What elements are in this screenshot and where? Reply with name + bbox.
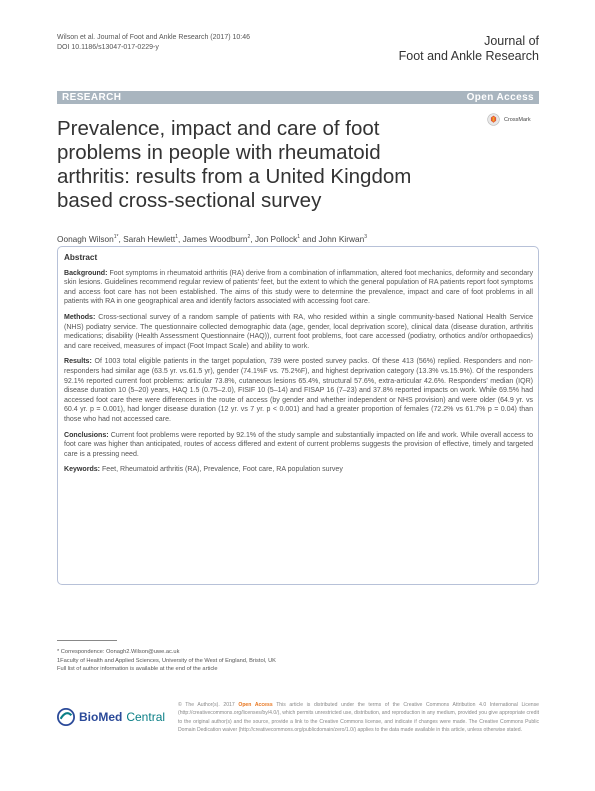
journal-name-line1: Journal of	[484, 34, 539, 48]
license-text: This article is distributed under the terms of the Creative Commons Attribution 4.0 International License (http://creativecommons.org/licenses/by/4.0/), which permits unrestricted use, distribution, and reproduction in any medium, provided you give appropriate credit to the original author(s) and the source, provide a link to the Creative Commons license, and indicate if changes were made. The Creative Commons Public Domain Dedication waiver (http://creativecommons.org/publicdomain/zero/1.0/) applies to the data made available in this article, unless otherwise stated.	[178, 702, 539, 734]
copyright-text: © The Author(s). 2017	[178, 702, 239, 708]
keywords-label: Keywords:	[64, 466, 101, 474]
background-label: Background:	[64, 269, 108, 277]
biomed-text: BioMed	[79, 710, 123, 724]
open-access-label: Open Access	[466, 92, 534, 103]
methods-label: Methods:	[64, 313, 96, 321]
results-text: Of 1003 total eligible patients in the target population, 739 were posted survey packs. Of these 413 (56%) replied. Responders and non-responders had similar age (63.5 yr. vs.61.5 yr), gender (74.1%F vs. 75.2%F), and highest deprivation category (13.3% vs.15.9%). Of the responders 92.1% reported current foot problems: articular 73.8%, cutaneous lesions 65.4%, structural 57.6%, extra-articular 42.6%. Responders' median (IQR) disease duration 10 (5–20) years, HAQ 1.5 (0.75–2.0), FISIF 10 (5–14) and FISAP 16 (7–23) and 37.8% reported impacts on work. While 69.5% had accessed foot care there were differences in the route of access (by gender and whether independent or NHS provision) and were older (64.9 yr. vs 60.4 yr. p = 0.001), had longer disease duration (12 yr. vs 7 yr. p < 0.001) and had a greater proportion of females (72.2% vs 61.7% p = 0.04) than those who had not accessed care.	[64, 358, 533, 423]
crossmark-label: CrossMark	[504, 116, 531, 123]
biomed-central-icon	[57, 708, 75, 726]
conclusions-label: Conclusions:	[64, 431, 109, 439]
abstract-keywords	[64, 465, 533, 475]
central-text: Central	[126, 710, 166, 724]
author-list: Oonagh Wilson$^{1*}$, Sarah Hewlett$^1$, James Woodburn$^2$, Jon Pollock$^1$ and John Kirwan$^3$	[57, 234, 367, 244]
conclusions-text: Current foot problems were reported by 92.1% of the study sample and substantially impacted on life and work. While overall access to foot care was higher than anticipated, routes of access differed and extent of current problems suggests the provision of effective, timely and targeted care is a pressing need.	[64, 431, 533, 458]
abstract-conclusions	[64, 431, 533, 460]
affiliation-footnote: 1Faculty of Health and Applied Sciences, University of the West of England, Bristol, UK	[57, 657, 276, 664]
footnote-divider	[57, 640, 117, 641]
citation-line: Wilson et al. Journal of Foot and Ankle Research (2017) 10:46	[57, 34, 250, 41]
author-info-footnote: Full list of author information is available at the end of the article	[57, 666, 218, 672]
background-text: Foot symptoms in rheumatoid arthritis (RA) derive from a combination of inflammation, altered foot mechanics, deformity and secondary skin lesions. Guidelines recommend regular review of patients' feet, but the extent to which the general population of RA patients report foot symptoms and access foot care has not been established. The aims of this study were to determine the prevalence, impact and care of foot problems in all patients with RA in one geographical area and identify factors associated with accessing foot care.	[64, 269, 533, 306]
crossmark-badge[interactable]	[487, 113, 531, 126]
abstract-box	[57, 246, 539, 585]
results-label: Results:	[64, 358, 92, 366]
correspondence-footnote[interactable]: * Correspondence: Oonagh2.Wilson@uwe.ac.uk	[57, 649, 180, 655]
doi-line[interactable]: DOI 10.1186/s13047-017-0229-y	[57, 44, 159, 51]
biomed-central-logo	[57, 708, 165, 726]
article-title: Prevalence, impact and care of foot problems in people with rheumatoid arthritis: results from a United Kingdom based cross-sectional survey	[57, 117, 412, 212]
license-statement	[178, 701, 539, 735]
running-header	[57, 33, 250, 53]
methods-text: Cross-sectional survey of a random sample of patients with RA, who resided within a single community-based National Health Service (NHS) podiatry service. The questionnaire collected demographic data (age, gender, local deprivation score), clinical data (disease duration, arthritis medications; disability (Health Assessment Questionnaire (HAQ)), current foot problems, foot care accessed (podiatry, orthotics and/or orthopaedics) and care received, measures of impact (Foot Impact Scale) and ability to work.	[64, 313, 533, 350]
abstract-results	[64, 357, 533, 424]
article-type-band	[57, 91, 539, 104]
license-open-access: Open Access	[238, 702, 273, 708]
abstract-heading: Abstract	[64, 253, 98, 262]
journal-name-line2: Foot and Ankle Research	[398, 49, 539, 63]
abstract-methods	[64, 313, 533, 351]
crossmark-icon	[487, 113, 500, 126]
keywords-text: Feet, Rheumatoid arthritis (RA), Prevalence, Foot care, RA population survey	[100, 466, 343, 474]
journal-logo	[399, 34, 539, 64]
article-type-label: RESEARCH	[62, 92, 122, 103]
footnotes	[57, 648, 317, 674]
abstract-background	[64, 269, 533, 307]
